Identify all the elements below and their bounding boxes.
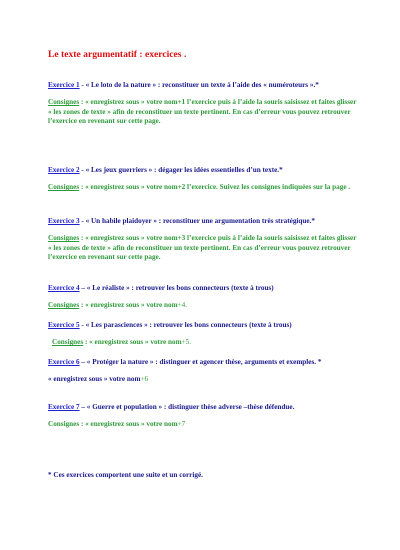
exercise-4-title: – « Le réaliste » : retrouver les bons connecteurs (texte à trous): [79, 284, 274, 292]
exercise-7-link[interactable]: Exercice 7: [48, 403, 80, 411]
exercise-5: [48, 321, 360, 348]
exercise-5-heading: [48, 321, 360, 330]
exercise-6: [48, 358, 360, 385]
consignes-text: : « enregistrez sous » votre nom: [79, 301, 178, 310]
save-instruction: « enregistrez sous » votre nom: [48, 375, 141, 384]
exercise-1-link[interactable]: Exercice 1: [48, 81, 80, 89]
exercise-3-title: - « Un habile plaidoyer » : reconstituer une argumentation très stratégique.*: [79, 217, 315, 225]
page-title: Le texte argumentatif : exercices .: [48, 49, 187, 60]
consignes-label: Consignes: [48, 98, 80, 107]
exercise-1-title: - « Le loto de la nature » : reconstituer un texte à l’aide des « numéroteurs ».*: [79, 81, 319, 89]
save-suffix: +6: [140, 375, 149, 384]
consignes-suffix: +4.: [177, 301, 188, 310]
exercise-1: [48, 81, 360, 127]
exercise-7-title: – « Guerre et population » : distinguer thèse adverse –thèse défendue.: [79, 403, 295, 411]
consignes-text: : « enregistrez sous » votre nom+3 l’exercice puis à l’aide la souris saisissez et faites glisser « les zones de texte » afin de reconstituer un texte pertinent. En cas d’erreur vous pouvez retrouver l’exercice en revenant sur cette page.: [48, 234, 357, 262]
consignes-text: : « enregistrez sous » votre nom+2 l’exercice. Suivez les consignes indiquées sur la page .: [79, 183, 351, 192]
exercise-2-heading: [48, 166, 360, 175]
exercise-7-instructions: [48, 420, 360, 429]
exercise-4-link[interactable]: Exercice 4: [48, 284, 80, 292]
consignes-text: : « enregistrez sous » votre nom+1 l’exercice puis à l’aide la souris saisissez et faites glisser « les zones de texte » afin de reconstituer un texte pertinent. En cas d’erreur vous pouvez retrouver l’exercice en revenant sur cette page.: [48, 98, 357, 126]
exercise-2-instructions: [48, 183, 360, 192]
exercise-4: [48, 284, 360, 311]
consignes-suffix: +7: [177, 420, 186, 429]
consignes-suffix: +5.: [181, 338, 192, 347]
exercise-1-heading: [48, 81, 360, 90]
exercise-7: [48, 403, 360, 430]
exercise-2-link[interactable]: Exercice 2: [48, 166, 80, 174]
exercise-3: [48, 217, 360, 263]
consignes-label: Consignes: [48, 183, 80, 192]
exercise-4-instructions: [48, 301, 360, 310]
exercise-6-link[interactable]: Exercice 6: [48, 358, 80, 366]
consignes-label: Consignes: [52, 338, 84, 347]
exercise-6-instructions: [48, 375, 360, 384]
exercise-6-heading: [48, 358, 360, 367]
consignes-text: Consignes : « enregistrez sous » votre nom: [48, 420, 178, 429]
consignes-text: : « enregistrez sous » votre nom: [83, 338, 182, 347]
consignes-label: Consignes: [48, 301, 80, 310]
exercise-5-title: - « Les parasciences » : retrouver les bons connecteurs (texte à trous): [79, 321, 292, 329]
exercise-7-heading: [48, 403, 360, 412]
exercise-6-title: – « Protéger la nature » : distinguer et agencer thèse, arguments et exemples. *: [79, 358, 322, 366]
exercise-2-title: - « Les jeux guerriers » : dégager les idées essentielles d’un texte.*: [79, 166, 283, 174]
exercise-3-link[interactable]: Exercice 3: [48, 217, 80, 225]
exercise-5-link[interactable]: Exercice 5: [48, 321, 80, 329]
exercise-3-heading: [48, 217, 360, 226]
exercise-4-heading: [48, 284, 360, 293]
exercise-5-instructions: [48, 338, 360, 347]
exercise-1-instructions: [48, 98, 360, 126]
footnote: * Ces exercices comportent une suite et un corrigé.: [48, 471, 203, 479]
exercise-3-instructions: [48, 234, 360, 262]
consignes-label: Consignes: [48, 234, 80, 243]
exercise-2: [48, 166, 360, 193]
